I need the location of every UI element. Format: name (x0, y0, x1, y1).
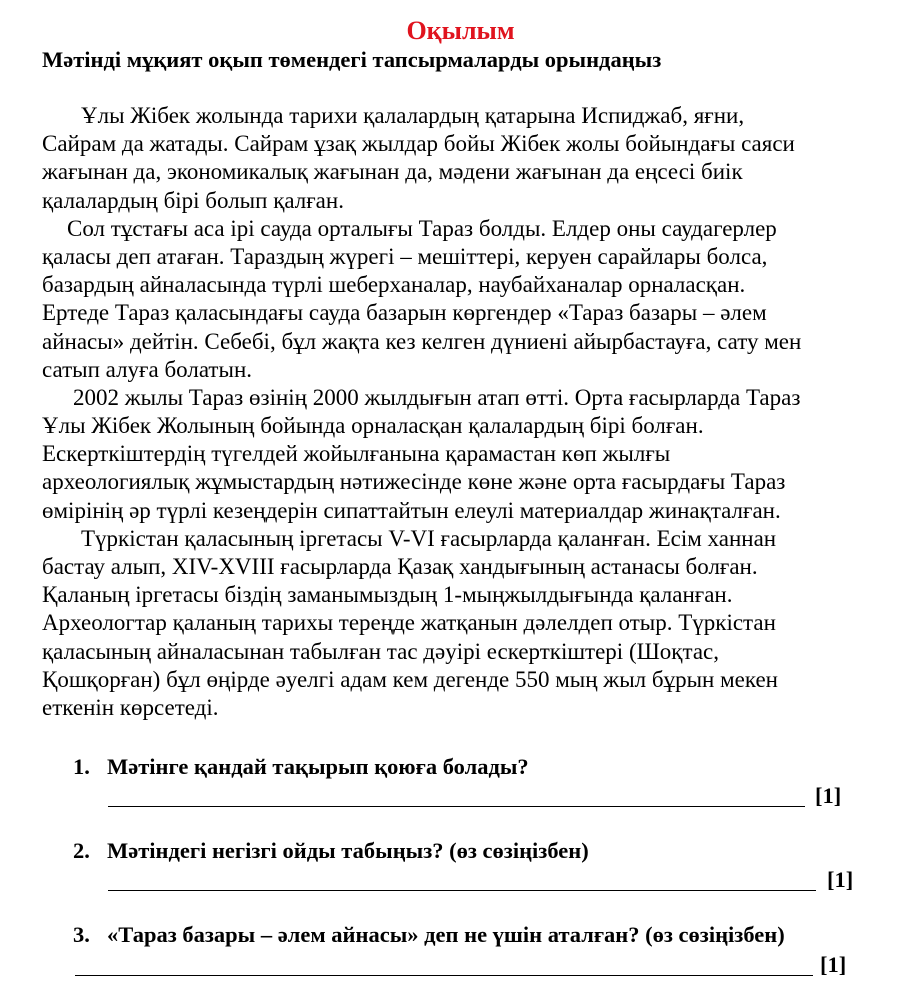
passage-line: айнасы» дейтін. Себебі, бұл жақта кез келген дүниені айырбастауға, сату мен (42, 328, 802, 354)
question-text: Мәтінге қандай тақырып қоюға болады? (107, 754, 529, 779)
answer-line-2[interactable] (108, 865, 868, 895)
passage-line: Қаланың іргетасы біздің заманымыздың 1-мыңжылдығында қаланған. (42, 582, 733, 608)
passage-line: қалалардың бірі болып қалған. (42, 187, 344, 213)
question-number: 3. (73, 922, 90, 947)
passage-line: базардың айналасында түрлі шеберханалар, наубайханалар орналасқан. (42, 272, 746, 298)
passage-line: Түркістан қаласының іргетасы V-VI ғасырларда қаланған. Есім ханнан (81, 525, 777, 551)
passage-line: Ұлы Жібек жолында тарихи қалалардың қатарына Испиджаб, яғни, (81, 103, 745, 128)
passage-line: Археологтар қаланың тарихы тереңде жатқанын дәлелдеп отыр. Түркістан (42, 610, 776, 636)
passage-line: Ескерткіштердің түгелдей жойылғанына қарамастан көп жылғы (42, 441, 671, 467)
passage-line: 2002 жылы Тараз өзінің 2000 жылдығын атап өтті. Орта ғасырларда Тараз (73, 384, 801, 410)
page-title: Оқылым (406, 16, 515, 45)
task-instruction: Мәтінді мұқият оқып төмендегі тапсырмаларды орындаңыз (42, 47, 662, 72)
score-mark: [1] (820, 952, 847, 977)
passage-line: археологиялық жұмыстардың нәтижесінде көне және орта ғасырдағы Тараз (42, 469, 786, 495)
question-3 (73, 920, 785, 950)
passage-line: жағынан да, экономикалық жағынан да, мәдени жағынан да еңсесі биік (42, 159, 743, 185)
question-number: 1. (73, 754, 90, 779)
passage-line: бастау алып, XIV-XVIII ғасырларда Қазақ хандығының астанасы болған. (42, 554, 758, 579)
answer-line-1[interactable] (108, 781, 848, 811)
answer-underline[interactable] (108, 890, 816, 891)
question-2 (73, 836, 589, 866)
answer-underline[interactable] (75, 975, 813, 976)
question-text: «Тараз базары – әлем айнасы» деп не үшін аталған? (өз сөзіңізбен) (107, 922, 785, 947)
passage-line: еткенін көрсетеді. (42, 694, 219, 720)
passage-line: қаласы деп атаған. Тараздың жүрегі – мешіттері, керуен сарайлары болса, (42, 243, 768, 269)
score-mark: [1] (827, 867, 854, 892)
score-mark: [1] (815, 783, 842, 808)
passage-line: өмірінің әр түрлі кезеңдерін сипаттайтын елеулі материалдар жинақталған. (42, 497, 781, 523)
answer-underline[interactable] (108, 806, 805, 807)
question-number: 2. (73, 838, 90, 863)
passage-line: Сол тұстағы аса ірі сауда орталығы Тараз болды. Елдер оны саудагерлер (67, 215, 777, 241)
reading-passage (42, 102, 912, 722)
question-1 (73, 752, 529, 782)
passage-line: Қошқорған) бұл өңірде әуелгі адам кем дегенде 550 мың жыл бұрын мекен (42, 666, 778, 692)
passage-line: қаласының айналасынан табылған тас дәуірі ескерткіштері (Шоқтас, (42, 638, 719, 664)
passage-line: Сайрам да жатады. Сайрам ұзақ жылдар бойы Жібек жолы бойындағы саяси (42, 131, 795, 157)
passage-line: Ұлы Жібек Жолының бойында орналасқан қалалардың бірі болған. (42, 413, 704, 439)
passage-line: Ертеде Тараз қаласындағы сауда базарын көргендер «Тараз базары – әлем (42, 300, 767, 326)
answer-line-3[interactable] (75, 950, 865, 980)
passage-line: сатып алуға болатын. (42, 356, 252, 382)
question-text: Мәтіндегі негізгі ойды табыңыз? (өз сөзіңізбен) (107, 838, 589, 863)
